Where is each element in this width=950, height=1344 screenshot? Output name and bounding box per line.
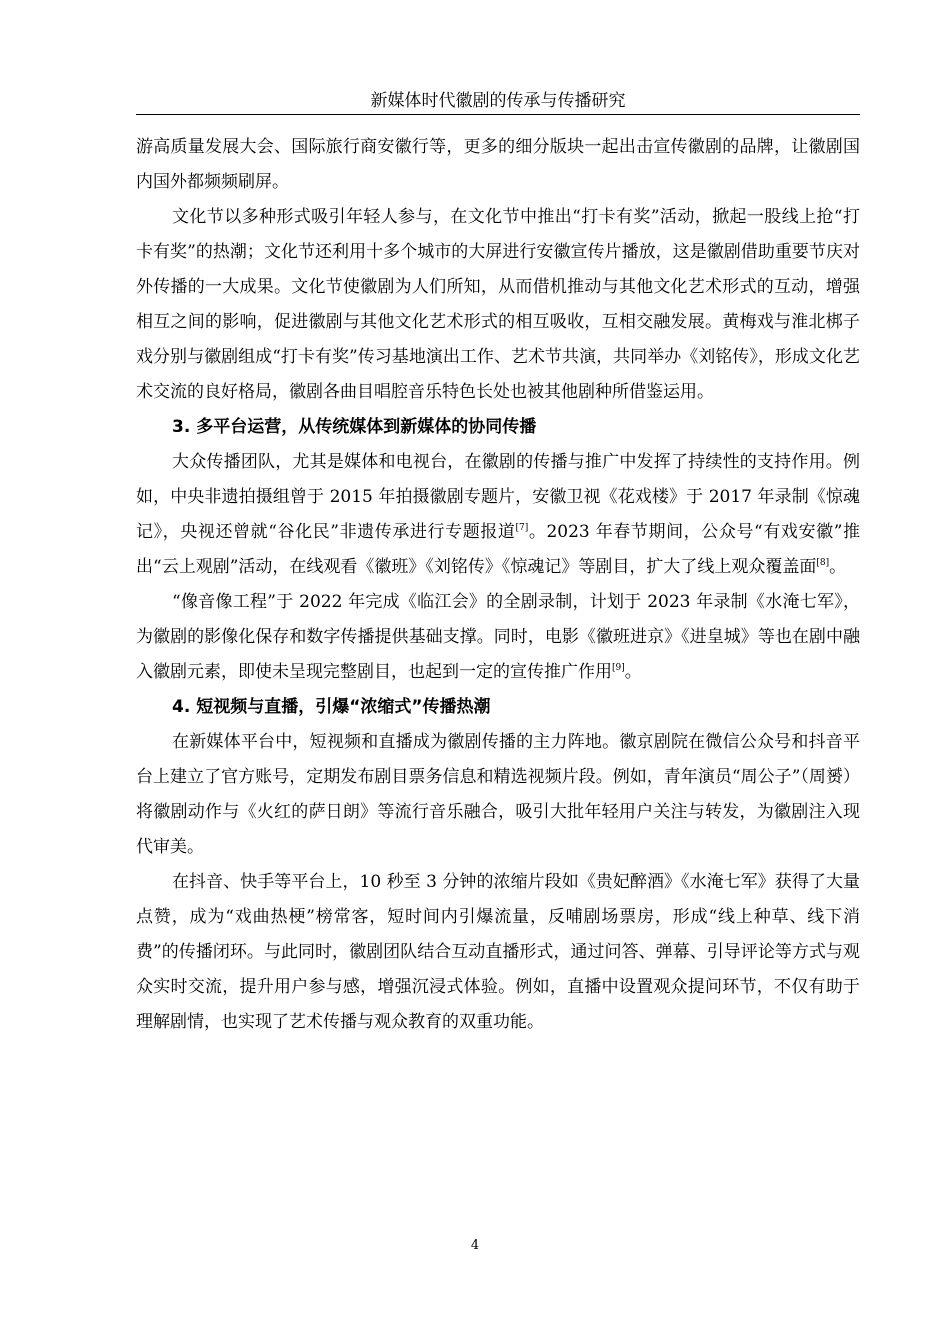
- running-header: 新媒体时代徽剧的传承与传播研究: [136, 88, 860, 115]
- body-text: [136, 130, 860, 1040]
- paragraph-1: 游高质量发展大会、国际旅行商安徽行等，更多的细分版块一起出击宣传徽剧的品牌，让徽剧国内国外都频频刷屏。: [136, 137, 860, 192]
- paragraph-3-text-a: 大众传播团队，尤其是媒体和电视台，在徽剧的传播与推广中发挥了持续性的支持作用。例如，中央非遗拍摄组曾于 2015 年拍摄徽剧专题片，安徽卫视《花戏楼》于 2017 年录制《惊魂记》，央视还曾就“谷化民”非遗传承进行专题报道: [136, 452, 860, 542]
- page-number: 4: [470, 1238, 480, 1253]
- paragraph-4: [136, 585, 860, 690]
- citation-9: [9]: [612, 663, 625, 673]
- paragraph-3-text-b: 。2023 年春节期间，公众号“有戏安徽”推出“云上观剧”活动，在线观看《徽班》《刘铭传》《惊魂记》等剧目，扩大了线上观众覆盖面: [136, 522, 860, 577]
- section-heading-4: 4. 短视频与直播，引爆“浓缩式”传播热潮: [172, 697, 491, 717]
- paragraph-2: 文化节以多种形式吸引年轻人参与，在文化节中推出“打卡有奖”活动，掀起一股线上抢“打卡有奖”的热潮；文化节还利用十多个城市的大屏进行安徽宣传片播放，这是徽剧借助重要节庆对外传播的一大成果。文化节使徽剧为人们所知，从而借机推动与其他文化艺术形式的互动，增强相互之间的影响，促进徽剧与其他文化艺术形式的相互吸收，互相交融发展。黄梅戏与淮北梆子戏分别与徽剧组成“打卡有奖”传习基地演出工作、艺术节共演，共同举办《刘铭传》，形成文化艺术交流的良好格局，徽剧各曲目唱腔音乐特色长处也被其他剧种所借鉴运用。: [136, 207, 860, 402]
- paragraph-3: [136, 445, 860, 585]
- paragraph-4-text-b: 。: [624, 662, 642, 682]
- citation-8: [8]: [816, 558, 830, 568]
- paragraph-5: 在新媒体平台中，短视频和直播成为徽剧传播的主力阵地。徽京剧院在微信公众号和抖音平台上建立了官方账号，定期发布剧目票务信息和精选视频片段。例如，青年演员“周公子”（周赟）将徽剧动作与《火红的萨日朗》等流行音乐融合，吸引大批年轻用户关注与转发，为徽剧注入现代审美。: [136, 732, 860, 857]
- section-heading-3: 3. 多平台运营，从传统媒体到新媒体的协同传播: [172, 417, 537, 437]
- paragraph-6: 在抖音、快手等平台上，10 秒至 3 分钟的浓缩片段如《贵妃醉酒》《水淹七军》获得了大量点赞，成为“戏曲热梗”榜常客，短时间内引爆流量，反哺剧场票房，形成“线上种草、线下消费”的传播闭环。与此同时，徽剧团队结合互动直播形式，通过问答、弹幕、引导评论等方式与观众实时交流，提升用户参与感，增强沉浸式体验。例如，直播中设置观众提问环节，不仅有助于理解剧情，也实现了艺术传播与观众教育的双重功能。: [136, 872, 860, 1032]
- citation-7: [7]: [515, 523, 529, 533]
- paragraph-3-text-c: 。: [829, 557, 847, 577]
- paragraph-4-text-a: “像音像工程”于 2022 年完成《临江会》的全剧录制，计划于 2023 年录制《水淹七军》，为徽剧的影像化保存和数字传播提供基础支撑。同时，电影《徽班进京》《进皇城》等也在剧中融入徽剧元素，即使未呈现完整剧目，也起到一定的宣传推广作用: [136, 592, 860, 682]
